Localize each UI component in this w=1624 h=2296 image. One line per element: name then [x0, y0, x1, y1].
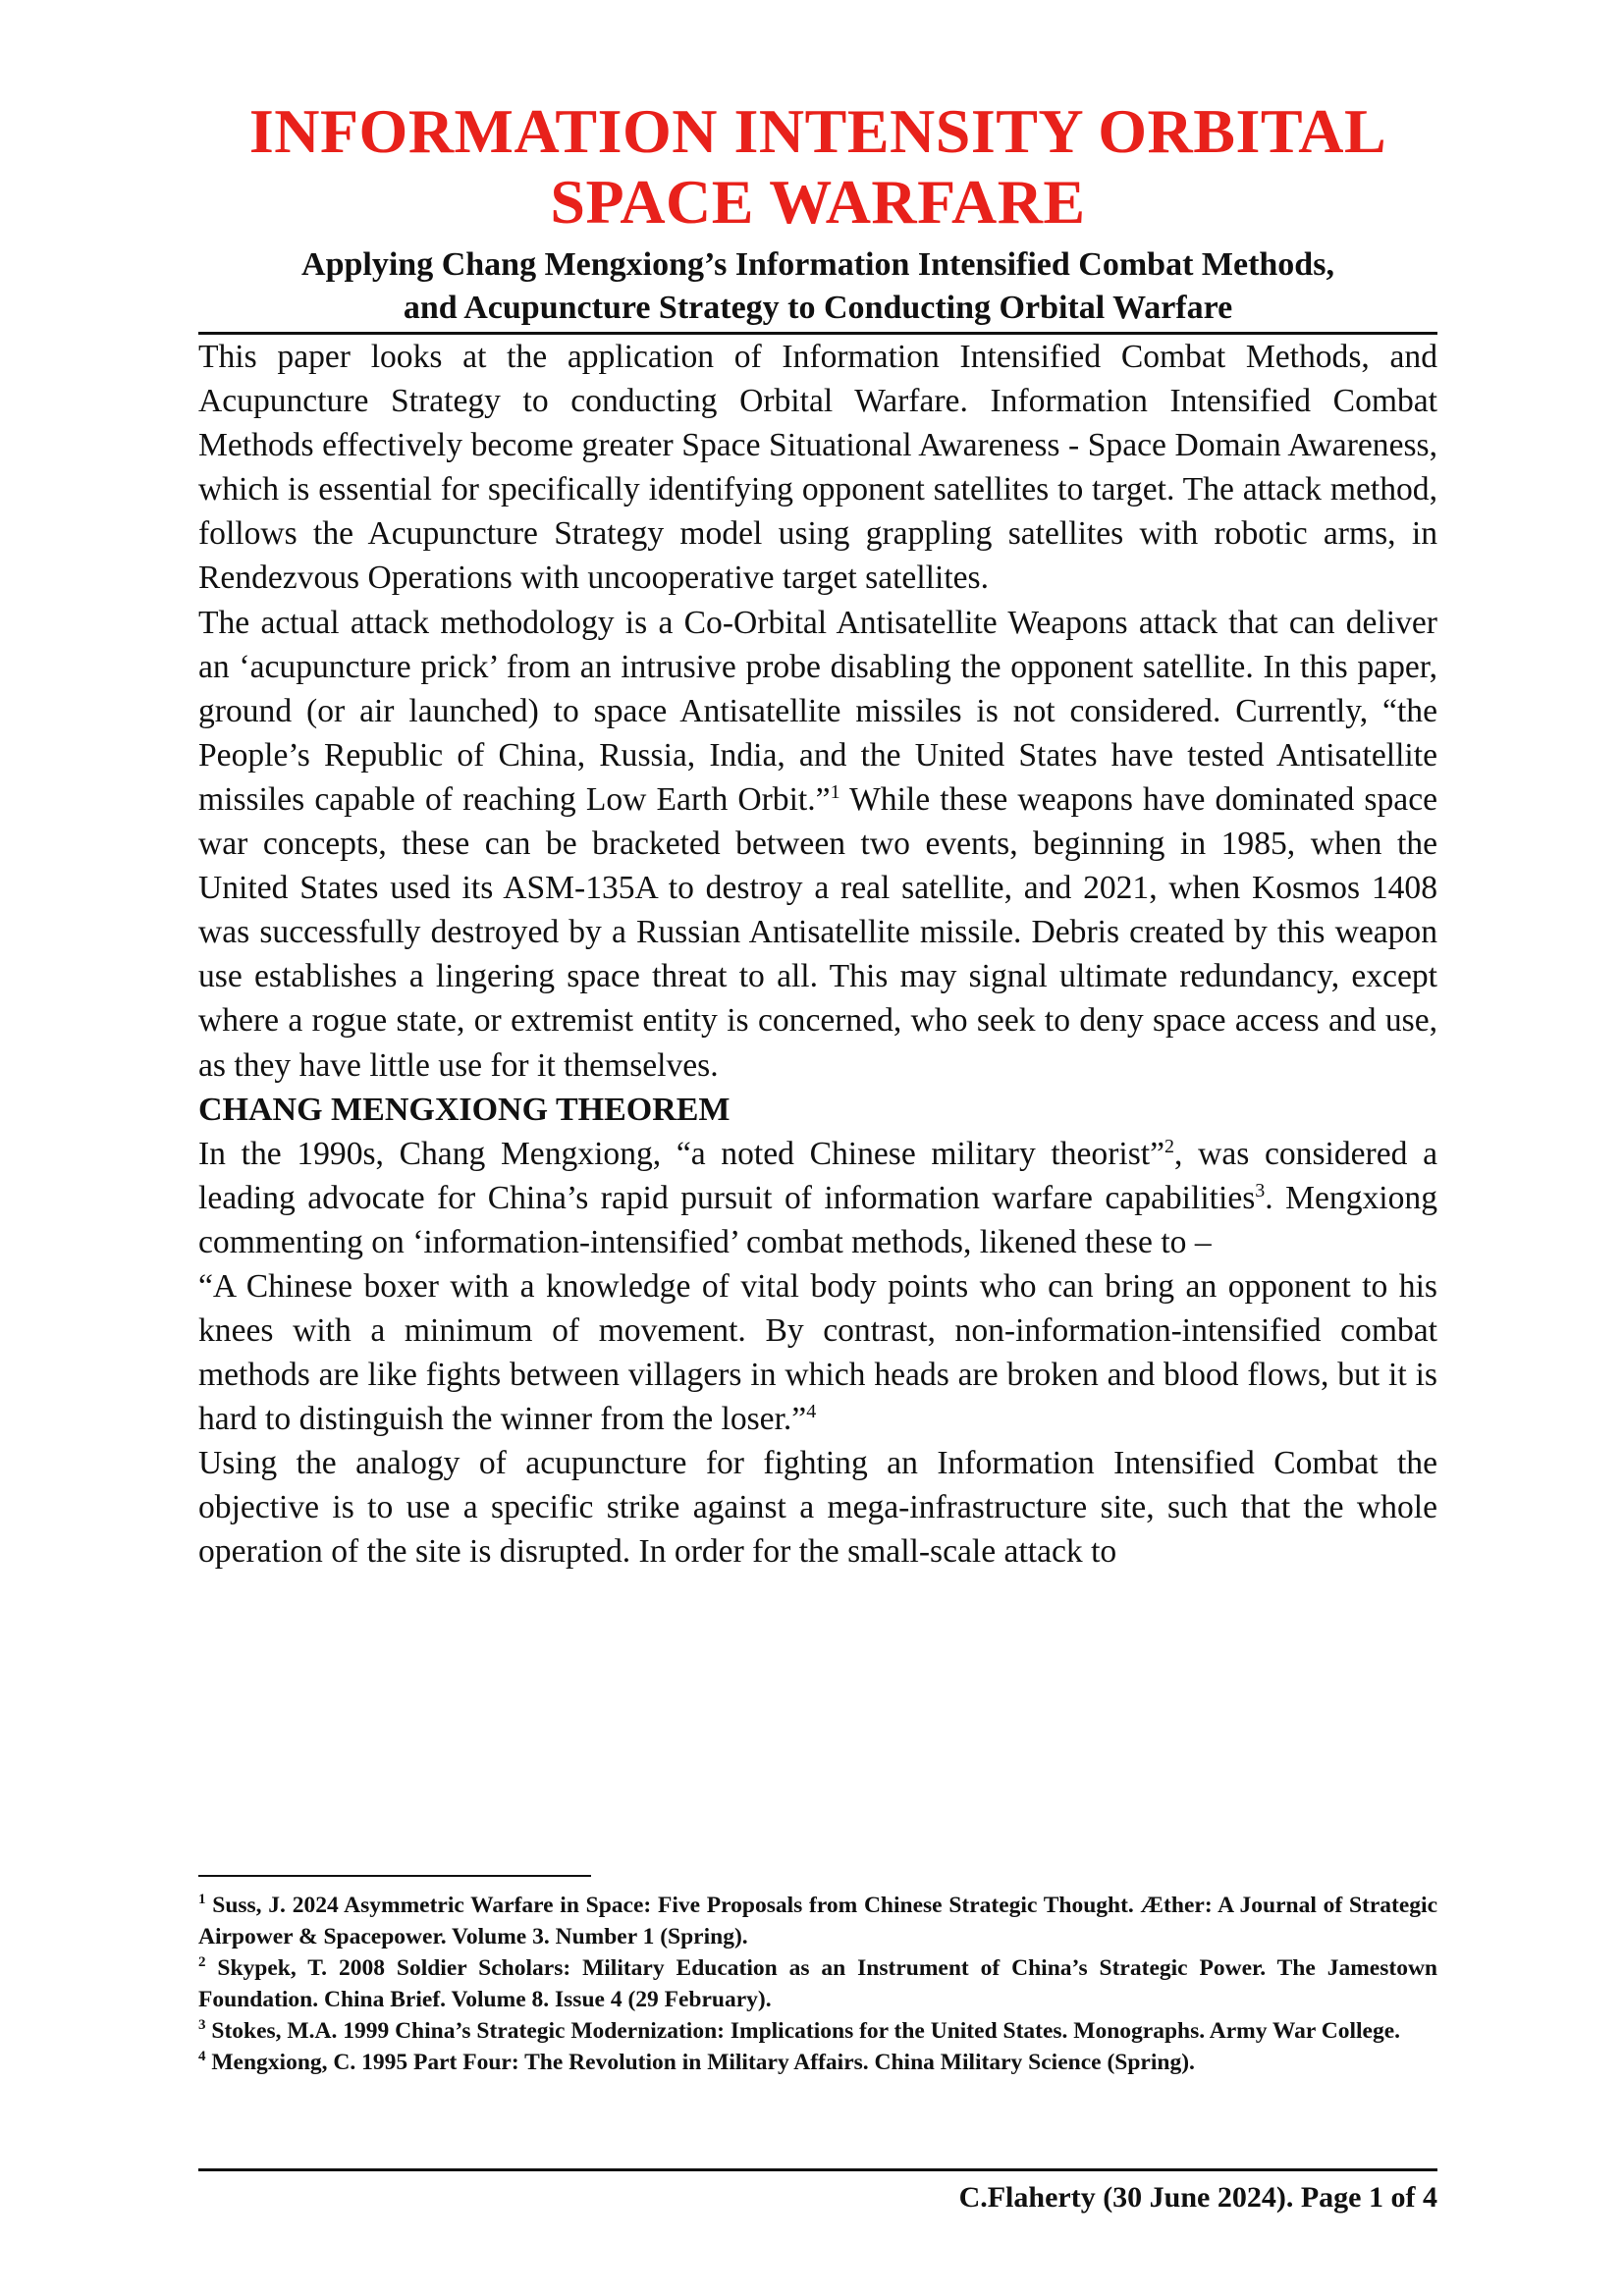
quote-text: “A Chinese boxer with a knowledge of vital body points who can bring an opponent to his knees with a minimum of movement. By contrast, non-information-intensified combat methods are like fights between villagers in which heads are broken and blood flows, but it is hard to distinguish the winner from the loser.” [198, 1267, 1437, 1438]
document-title [198, 96, 1437, 238]
footnote-2 [198, 1952, 1437, 2015]
footnote-3 [198, 2015, 1437, 2047]
paragraph-3-part-c: . Mengxiong commenting on ‘information-intensified’ combat methods, likened these to – [198, 1179, 1437, 1260]
footnote-divider [198, 1875, 591, 1877]
paragraph-4: Using the analogy of acupuncture for fighting an Information Intensified Combat the objective is to use a specific strike against a mega-infrastructure site, such that the whole operation of the site is disrupted. In order for the small-scale attack to [198, 1445, 1437, 1571]
footnote-number: 2 [198, 1954, 206, 1971]
subtitle-line-1: Applying Chang Mengxiong’s Information Intensified Combat Methods, [301, 246, 1334, 283]
footer-divider [198, 2168, 1437, 2171]
document-subtitle [198, 243, 1437, 330]
paragraph-3-part-b: , was considered a leading advocate for China’s rapid pursuit of information warfare capabilities [198, 1135, 1437, 1216]
footnote-text: Stokes, M.A. 1999 China’s Strategic Modernization: Implications for the United States. Monographs. Army War College. [205, 2018, 1401, 2044]
page-footer: C.Flaherty (30 June 2024). Page 1 of 4 [958, 2181, 1437, 2214]
footnote-ref-4[interactable]: 4 [806, 1400, 817, 1422]
paragraph-2-part-b: While these weapons have dominated space war concepts, these can be bracketed between two events, beginning in 1985, when the United States used its ASM-135A to destroy a real satellite, and 2021, when Kosmos 1408 was successfully destroyed by a Russian Antisatellite missile. Debris created by this weapon use establishes a lingering space threat to all. This may signal ultimate redundancy, except where a rogue state, or extremist entity is concerned, who seek to deny space access and use, as they have little use for it themselves. [198, 780, 1437, 1084]
subtitle-line-2: and Acupuncture Strategy to Conducting Orbital Warfare [403, 290, 1233, 326]
footnote-number: 1 [198, 1892, 206, 1908]
title-line-1: INFORMATION INTENSITY ORBITAL [248, 96, 1387, 166]
paragraph-2-part-a: The actual attack methodology is a Co-Orbital Antisatellite Weapons attack that can deliver an ‘acupuncture prick’ from an intrusive probe disabling the opponent satellite. In this paper, ground (or air launched) to space Antisatellite missiles is not considered. Currently, “the People’s Republic of China, Russia, India, and the United States have tested Antisatellite missiles capable of reaching Low Earth Orbit.” [198, 604, 1437, 818]
page-content [198, 96, 1437, 1575]
footnote-ref-3[interactable]: 3 [1255, 1179, 1266, 1201]
paragraph-3-part-a: In the 1990s, Chang Mengxiong, “a noted Chinese military theorist” [198, 1135, 1165, 1172]
footnote-text: Suss, J. 2024 Asymmetric Warfare in Space: Five Proposals from Chinese Strategic Thought. Æther: A Journal of Strategic Airpower & Spacepower. Volume 3. Number 1 (Spring). [198, 1893, 1437, 1949]
footnote-ref-1[interactable]: 1 [830, 780, 840, 803]
section-heading: CHANG MENGXIONG THEOREM [198, 1091, 731, 1128]
footnote-text: Mengxiong, C. 1995 Part Four: The Revolution in Military Affairs. China Military Science (Spring). [205, 2050, 1195, 2075]
footnote-number: 3 [198, 2017, 206, 2034]
title-line-2: SPACE WARFARE [550, 167, 1086, 237]
paragraph-3 [198, 1132, 1437, 1264]
footnote-1 [198, 1890, 1437, 1952]
footnote-text: Skypek, T. 2008 Soldier Scholars: Military Education as an Instrument of China’s Strategic Power. The Jamestown Foundation. China Brief. Volume 8. Issue 4 (29 February). [198, 1955, 1437, 2012]
paragraph-2 [198, 601, 1437, 1088]
paragraph-1: This paper looks at the application of Information Intensified Combat Methods, and Acupuncture Strategy to conducting Orbital Warfare. Information Intensified Combat Methods effectively become greater Space Situational Awareness - Space Domain Awareness, which is essential for specifically identifying opponent satellites to target. The attack method, follows the Acupuncture Strategy model using grappling satellites with robotic arms, in Rendezvous Operations with uncooperative target satellites. [198, 339, 1437, 597]
footnote-4 [198, 2047, 1437, 2078]
footnote-ref-2[interactable]: 2 [1164, 1135, 1175, 1157]
body-text [198, 335, 1437, 1575]
footnote-number: 4 [198, 2049, 206, 2065]
footnotes [198, 1890, 1437, 2078]
block-quote [198, 1264, 1437, 1441]
